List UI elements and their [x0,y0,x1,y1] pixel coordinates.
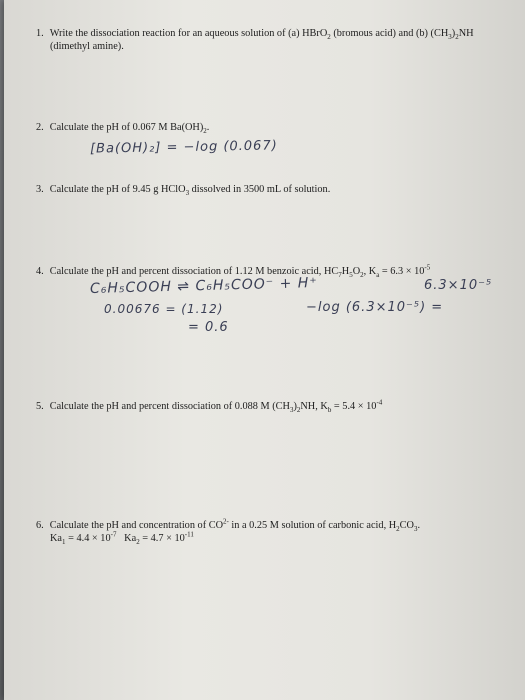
question-3: 3. Calculate the pH of 9.45 g HClO$_3$ dissolved in 3500 mL of solution. [36,184,331,198]
handwritten-calc-q4: 0.00676 = (1.12) [104,302,224,316]
constant-value: = 4.7 × 10 [139,533,185,544]
question-text: . [206,122,210,133]
question-number: 5. [36,401,44,412]
handwritten-reaction-q4: C₆H₅COOH ⇌ C₆H₅COO⁻ + H⁺ [89,275,318,297]
question-2: 2. Calculate the pH of 0.067 M $Ba(OH)_2$. [36,122,210,136]
question-text: H [341,266,350,277]
question-number: 6. [36,520,44,531]
question-text: = 5.4 × 10 [331,401,377,412]
question-number: 2. [36,122,44,133]
question-6-constants: $Ka_1 = 4.4 \times 10^{-7}$ $Ka_2 = 4.7 \times 10^{-11}$ [50,530,194,547]
question-text: , K [363,266,377,277]
question-text: Calculate the pH and percent dissociation of 1.12 M benzoic acid, HC [49,266,339,277]
constant-label: Ka [116,533,137,544]
question-5: 5. Calculate the pH and percent dissociation of 0.088 M $(CH_3)_2NH$, $K_b = 5.4 \times 10^{-4}$ [36,398,383,415]
question-number: 4. [36,266,44,277]
question-text: NH [458,28,474,39]
question-text-line2: (dimethyl amine). [50,41,124,52]
question-text: ) [451,28,456,39]
question-text: (bromous acid) and (b) (CH [330,28,449,39]
question-1: 1. Write the dissociation reaction for an aqueous solution of (a) HBrO$_2$ (bromous acid) and (b) $(CH_3)_2NH$ (dimethyl amine). [36,27,516,53]
question-text: = 6.3 × 10 [379,266,425,277]
question-text: . [417,520,421,531]
constant-label: Ka [50,533,63,544]
constant-value: = 4.4 × 10 [65,533,111,544]
question-text: NH, K [300,401,328,412]
question-text: ) [293,401,297,412]
handwritten-result-q4: = 0.6 [188,320,229,335]
question-6: 6. Calculate the pH and concentration of $CO^{2-}$ in a 0.25 M solution of carbonic acid, $H_2CO_3$. $Ka_1 = 4.4 \times 10^{-7}$ $Ka_2 = 4.7 \times 10^{-11}$ [36,517,421,547]
question-text: Calculate the pH and percent dissociation of 0.088 M (CH [49,401,290,412]
handwritten-answer-q2: [Ba(OH)₂] = −log (0.067) [89,138,278,157]
question-text: in a 0.25 M solution of carbonic acid, H [228,520,397,531]
worksheet-page [4,0,525,700]
handwritten-ka-q4: 6.3×10⁻⁵ [424,278,493,293]
handwritten-log-q4: −log (6.3×10⁻⁵) = [306,300,444,315]
question-number: 3. [36,184,44,195]
question-text: Calculate the pH of 9.45 g HClO [49,184,186,195]
question-text: Calculate the pH of 0.067 M Ba(OH) [49,122,204,133]
question-text: O [352,266,361,277]
question-4: 4. Calculate the pH and percent dissociation of 1.12 M benzoic acid, $HC_7H_5O_2$, $K_a = 6.3 \times 10^{-5}$ [36,263,431,280]
question-text: dissolved in 3500 mL of solution. [189,184,331,195]
question-text: Write the dissociation reaction for an aqueous solution of (a) HBrO [49,28,328,39]
question-text: CO [399,520,414,531]
question-text: Calculate the pH and concentration of CO [49,520,224,531]
question-number: 1. [36,28,44,39]
